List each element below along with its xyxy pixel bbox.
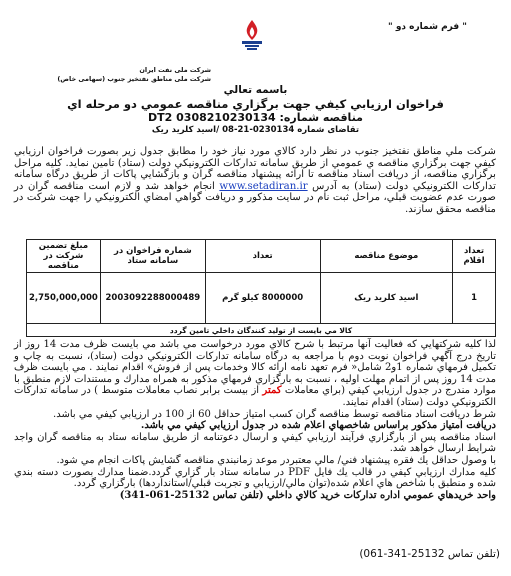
body-paragraph-4: اسناد مناقصه پس از بارگزاري فرآيند ارزيابي كيفي و ارسال دعوتنامه از طريق سامانه ستاد به مناقصه گران واجد شرايط ارسال خواهد شد. — [14, 431, 496, 455]
company-line-2: شرکت ملی مناطق نفتخیز جنوب (سهامی خاص) — [57, 75, 211, 83]
setad-link[interactable]: www.setadiran.ir — [219, 180, 308, 192]
nioc-logo-icon — [234, 18, 270, 54]
basmala-heading: باسمه تعالي — [223, 84, 288, 96]
request-number: تقاضای شماره 0230134-21-08 /اسید کلرید ریک — [151, 125, 360, 135]
cell-guarantee: 2,750,000,000 — [27, 273, 101, 324]
tender-title: فراخوان ارزيابي كيفي جهت برگزاري مناقصه عمومي دو مرحله اي — [67, 97, 444, 111]
header-call-number: شماره فراخوان در سامانه ستاد — [100, 240, 205, 273]
company-name-block — [11, 66, 211, 84]
header-guarantee: مبلغ تضمين شركت در مناقصه — [27, 240, 101, 273]
body-p1-emphasis: كمتر — [262, 385, 282, 397]
intro-paragraph — [14, 146, 496, 216]
company-line-1: شرکت ملی نفت ایران — [139, 66, 211, 74]
tender-table — [26, 239, 496, 337]
body-paragraph-6: كليه مدارك ارزيابي كيفي در قالب يك فايل PDF در سامانه ستاد بار گزاري گردد.ضمنا مدارك بصورت دسته بندي شده و منطبق با شاخص هاي اعلام شده(توان مالي/ارزيابي و تجربت قبلي/استانداردها) بارگزاري گردد. — [14, 466, 497, 490]
intro-text-after: انجام خواهد شد و لازم است مناقصه گران در صورت عدم عضويت قبلي، مراحل ثبت نام در سايت مذكور و دريافت گواهي امضاي الكترونيكي را جهت شركت در مناقصه محقق سازند. — [14, 180, 496, 215]
cell-quantity: 8000000 كيلو گرم — [205, 273, 320, 324]
body-text — [14, 339, 496, 501]
cell-subject: اسيد كلريد ريک — [320, 273, 453, 324]
table-row — [27, 273, 496, 324]
body-p1-text: لذا كليه شركتهايي كه فعاليت آنها مرتبط با شرح كالاي مورد درخواست مي باشد مي بايست ظرف مدت 14 روز از تاريخ درج آگهي فراخوان نوبت دوم با مراجعه به درگاه سامانه تداركات الكترونيكي دولت (ستاد)، نسبت به چاپ و تكميل فرمهاي شماره 1و2 شامل« فرم تعهد نامه ارائه كالا وخدمات پس از فروش» اقدام نمايند . مي بايست ظرف مدت 14 روز پس از اتمام مهلت اوليه ، نسبت به بارگزاري فرمهاي مذكور به همراه مدارك و مستندات لازم منطبق با موارد مندرج در جدول ارزيابي كيفي (براي معاملات — [14, 339, 496, 397]
table-note-row — [27, 324, 496, 337]
form-number-label: " فرم شماره دو " — [388, 22, 467, 32]
body-paragraph-1 — [14, 339, 496, 409]
header-quantity: تعداد — [205, 240, 320, 273]
body-p1-after: از بيست برابر نصاب معاملات متوسط ) در سامانه تداركات الكترونيكي دولت (ستاد) اقدام نمايند. — [14, 385, 496, 408]
body-paragraph-5: با وصول حداقل يك فقره پيشنهاد فني/ مالي معتبردر موعد زمانبندي مناقصه گشايش پاكات انجام مي شود. — [56, 454, 496, 466]
footer-phone: (تلفن تماس 25132-341-061) — [359, 548, 500, 560]
table-note: كالا مي بايست از توليد كنندگان داخلي تامين گردد — [27, 324, 496, 337]
tender-number: مناقصه شماره: 0308210230134 DT2 — [148, 111, 363, 124]
body-paragraph-7: واحد خريدهاي عمومي اداره تداركات خريد كالاي داخلي (تلفن تماس 25132-061-341) — [119, 489, 496, 501]
table-header-row — [27, 240, 496, 273]
cell-items-count: 1 — [453, 273, 496, 324]
cell-call-number: 2003092288000489 — [100, 273, 205, 324]
headings-block — [0, 84, 511, 136]
header-subject: موضوع مناقصه — [320, 240, 453, 273]
body-paragraph-2: شرط دريافت اسناد مناقصه توسط مناقصه گران كسب امتياز حداقل 60 از 100 در ارزيابي كيفي مي باشد. — [53, 408, 496, 420]
body-paragraph-3: دريافت امتياز مذكور براساس شاخصهاي اعلام شده در جدول ارزيابي كيفي مي باشد. — [140, 420, 496, 432]
header-items-count: تعداد اقلام — [453, 240, 496, 273]
intro-text: شركت ملي مناطق نفتخيز جنوب در نظر دارد كالاي مورد نياز خود را مطابق جدول زير بصورت فراخوان ارزيابي كيفي جهت برگزاري مناقصه ي عمومي از طريق سامانه تداركات الكترونيكي دولت (ستاد) تامين نمايد. كليه مراحل برگزاري مناقصه، از دريافت اسناد مناقصه تا ارائه پيشنهاد مناقصه گران و بازگشايي پاكات از طريق درگاه سامانه تداركات الكترونيكي دولت (ستاد) به آدرس — [14, 146, 496, 192]
